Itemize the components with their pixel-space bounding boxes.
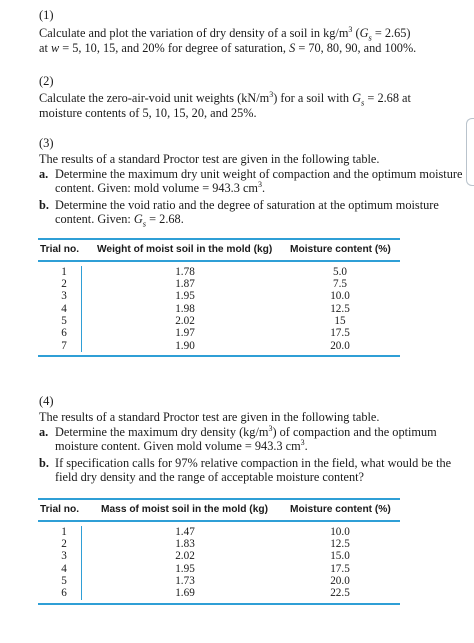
table-header <box>38 240 400 260</box>
table-row: 2 1.87 7.5 <box>61 277 347 290</box>
problem-3-table <box>38 238 400 357</box>
problem-2-line-2: moisture contents of 5, 10, 15, 20, and 25%. <box>39 105 257 120</box>
table-body <box>38 262 400 356</box>
problem-2-text <box>39 91 464 120</box>
problem-4-number: (4) <box>39 394 54 408</box>
problem-4-item-b-label: b. <box>39 456 49 470</box>
problem-1-line-2: at w = 5, 10, 15, and 20% for degree of saturation, S = 70, 80, 90, and 100%. <box>39 40 417 55</box>
header-trial-no: Trial no. <box>40 504 80 515</box>
table-bottom-rule <box>38 355 400 357</box>
problem-4-table <box>38 498 400 605</box>
problem-1-line-1: Calculate and plot the variation of dry density of a soil in $kg/m^3$ $(G_s = 2.65)$ <box>39 24 411 43</box>
table-row: 4 1.98 12.5 <box>61 302 350 315</box>
problem-4-item-a <box>39 425 469 453</box>
table-row: 1 1.47 10.0 <box>61 525 350 538</box>
problem-3-item-a-text: Determine the maximum dry unit weight of compaction and the optimum moisture content. Given: mold volume = 943.3 $cm^3$. <box>55 167 463 196</box>
problem-4-intro: The results of a standard Proctor test are given in the following table. <box>39 410 380 424</box>
table-header <box>38 500 400 520</box>
header-moisture: Moisture content (%) <box>290 504 391 515</box>
problem-3-item-a-label: a. <box>39 167 49 181</box>
problem-1-text <box>39 26 464 55</box>
header-weight: Weight of moist soil in the mold (kg) <box>97 244 273 255</box>
header-mass: Mass of moist soil in the mold (kg) <box>101 504 268 515</box>
table-row: 6 1.69 22.5 <box>61 587 350 600</box>
problem-4-item-b-text: If specification calls for 97% relative compaction in the field, what would be the field dry density and the range of acceptable moisture content? <box>55 456 452 485</box>
table-row: 3 2.02 15.0 <box>61 550 350 563</box>
problem-2-line-1: Calculate the zero-air-void unit weights $(kN/m^3)$ for a soil with $G_s = 2.68$ at <box>39 89 411 108</box>
problem-3-item-b-text: Determine the void ratio and the degree of saturation at the optimum moisture content. Given: $G_s = 2.68$. <box>55 198 439 229</box>
problem-1-number: (1) <box>39 8 54 22</box>
table-row: 5 2.02 15 <box>61 315 346 328</box>
problem-3-item-b <box>39 198 469 229</box>
table-row: 2 1.83 12.5 <box>61 537 350 550</box>
problem-3-item-b-label: b. <box>39 198 49 212</box>
problem-2-number: (2) <box>39 74 54 88</box>
problem-3-item-a <box>39 167 469 195</box>
table-row: 6 1.97 17.5 <box>61 327 350 340</box>
problem-4-item-a-label: a. <box>39 425 49 439</box>
table-row: 3 1.95 10.0 <box>61 290 350 303</box>
table-row: 1 1.78 5.0 <box>61 265 347 278</box>
table-row: 5 1.73 20.0 <box>61 575 350 588</box>
problem-3-number: (3) <box>39 136 54 150</box>
header-moisture: Moisture content (%) <box>290 244 391 255</box>
table-row: 7 1.90 20.0 <box>61 339 350 352</box>
table-body <box>38 522 400 603</box>
problem-3-intro: The results of a standard Proctor test are given in the following table. <box>39 152 380 166</box>
problem-4-item-a-text: Determine the maximum dry density $(kg/m^3)$ of compaction and the optimum moisture content. Given mold volume = 943.3 $cm^3$. <box>55 423 437 454</box>
table-row: 4 1.95 17.5 <box>61 562 350 575</box>
problem-4-item-b <box>39 456 469 484</box>
table-bottom-rule <box>38 603 400 605</box>
header-trial-no: Trial no. <box>40 244 80 255</box>
